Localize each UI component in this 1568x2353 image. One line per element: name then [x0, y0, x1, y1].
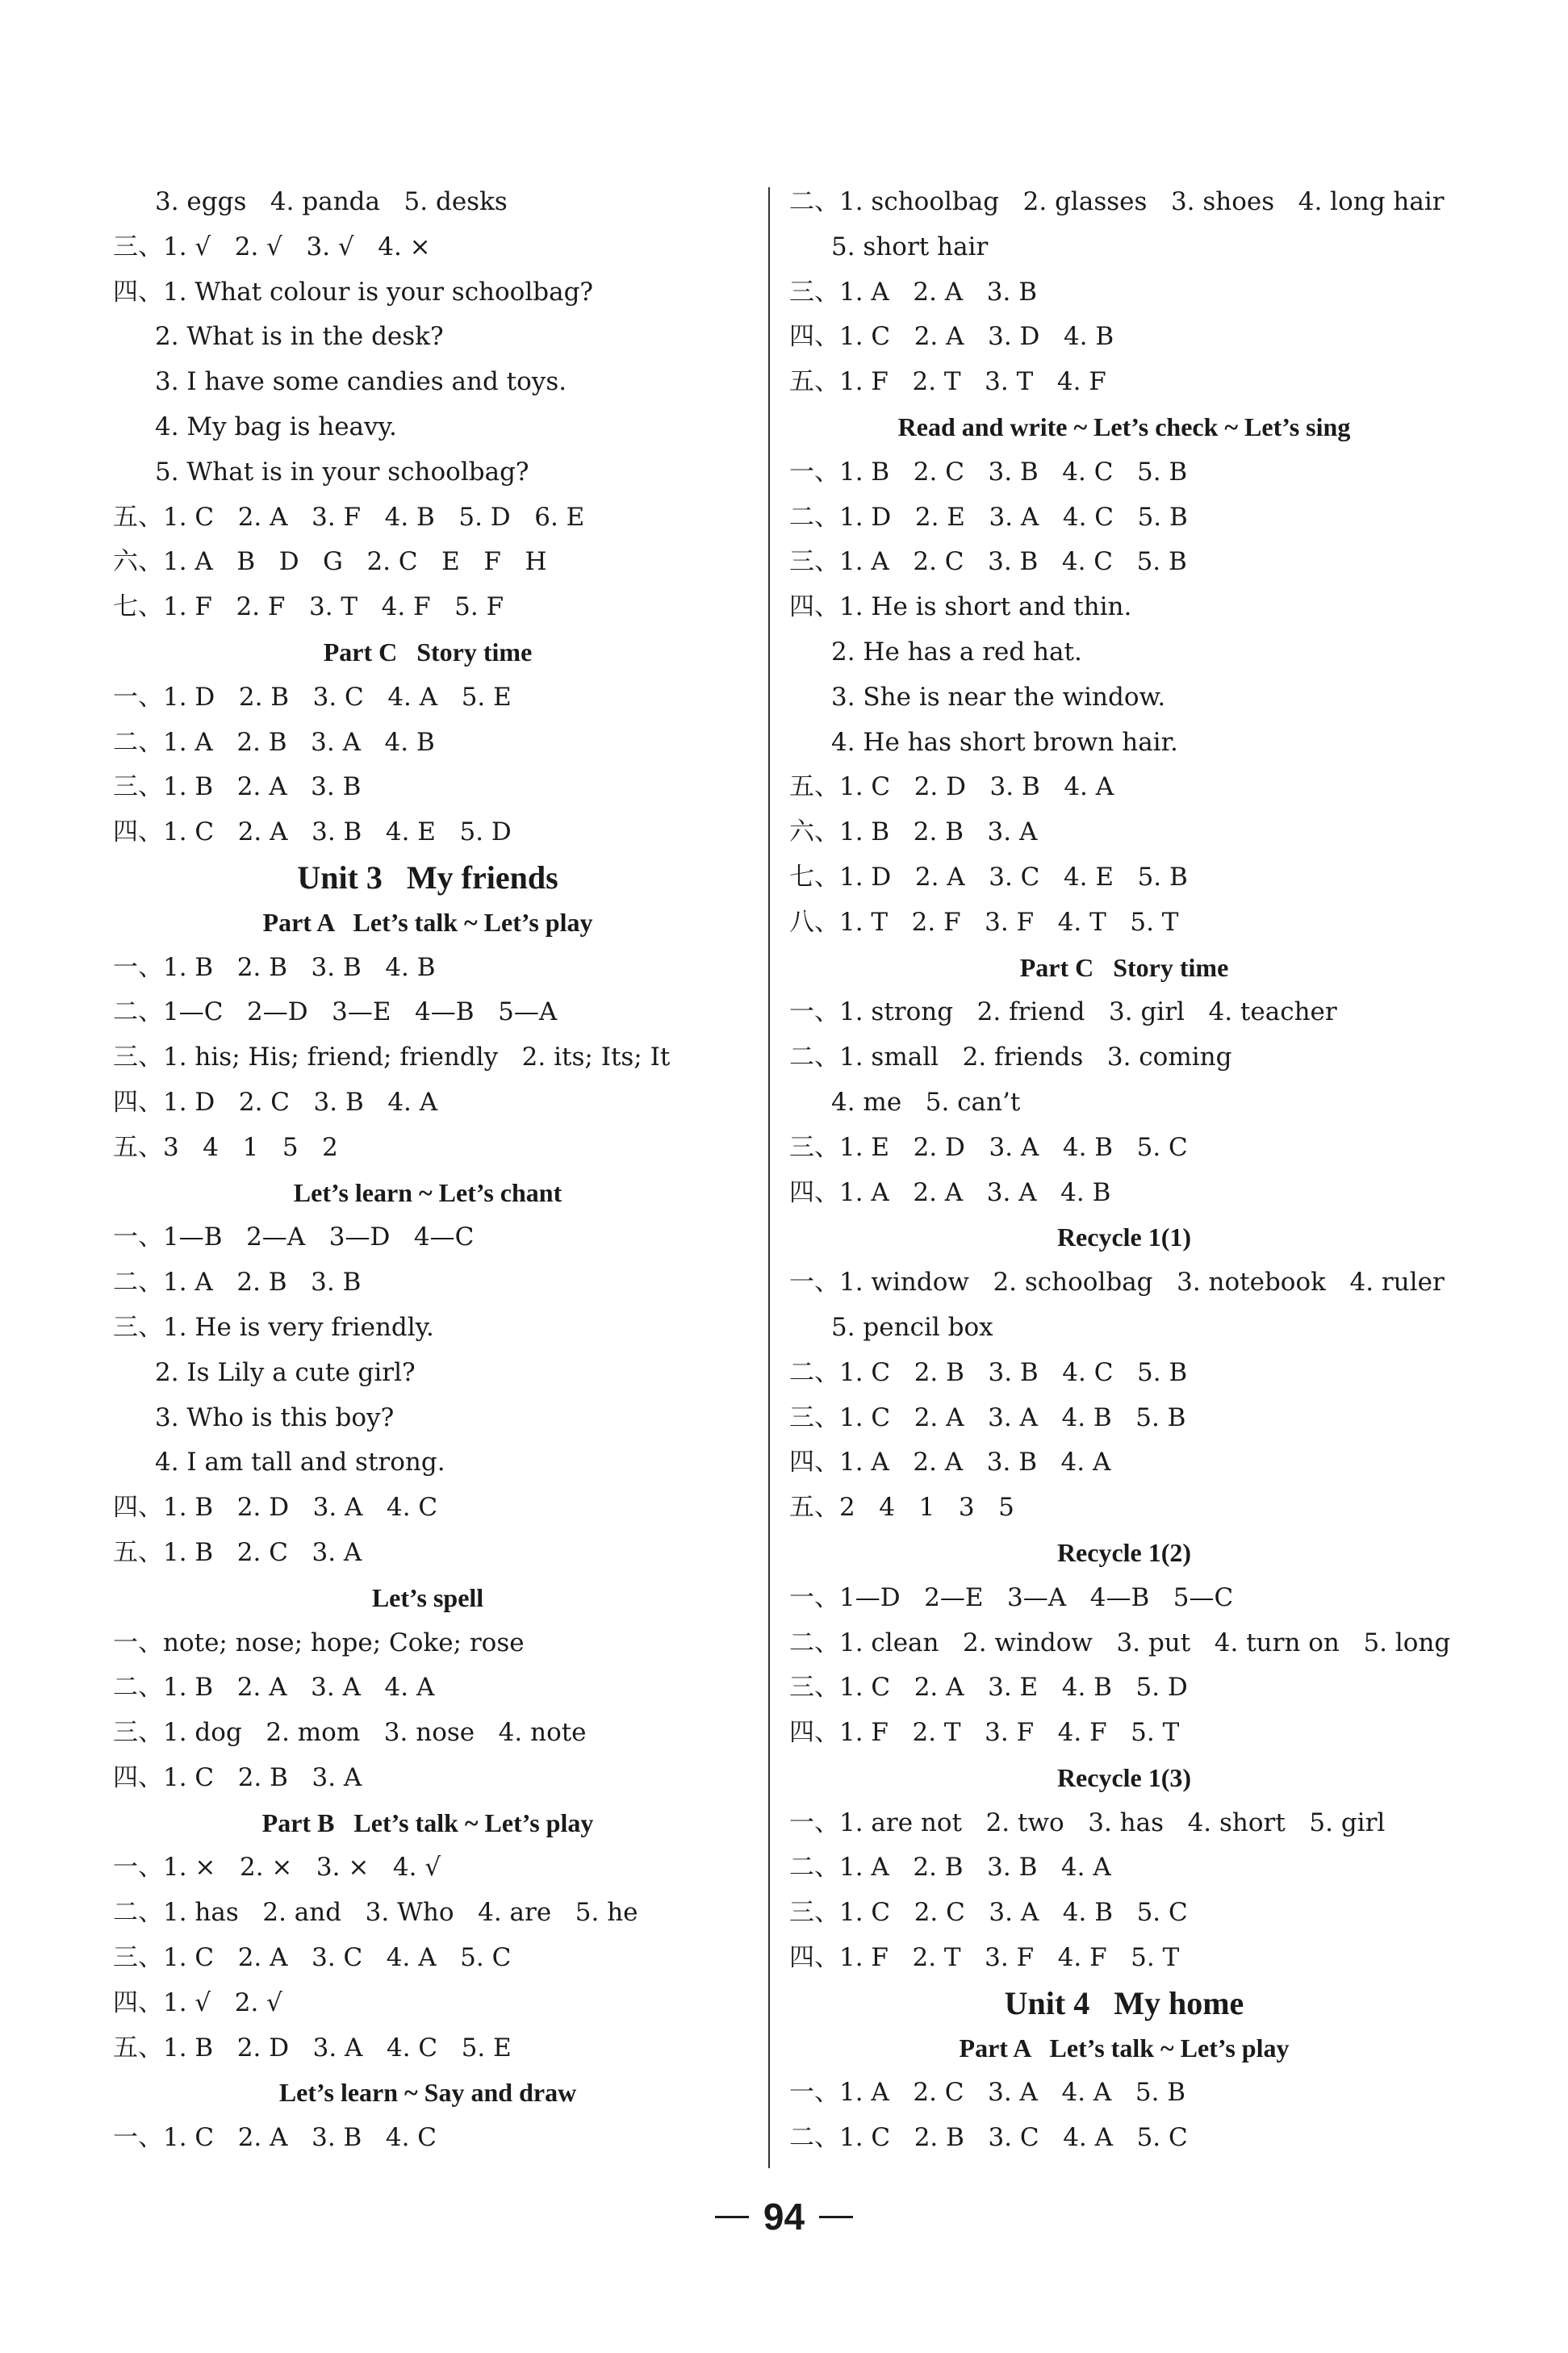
- answer-line: 四、1. He is short and thin.: [789, 592, 1132, 622]
- right-column: [789, 180, 1459, 2161]
- answer-line: 二、1. schoolbag 2. glasses 3. shoes 4. long hair: [789, 187, 1445, 216]
- footer-dash-left: [715, 2216, 749, 2218]
- answer-line: 三、1. C 2. A 3. A 4. B 5. B: [789, 1402, 1186, 1432]
- section-heading: Let’s learn ~ Let’s chant: [293, 1177, 562, 1207]
- answer-line: 六、1. B 2. B 3. A: [789, 817, 1038, 847]
- answer-line: 二、1. B 2. A 3. A 4. A: [113, 1673, 435, 1703]
- answer-line: 一、1. window 2. schoolbag 3. notebook 4. ruler: [789, 1268, 1445, 1298]
- answer-line: 三、1. E 2. D 3. A 4. B 5. C: [789, 1132, 1188, 1162]
- answer-line: 三、1. C 2. A 3. C 4. A 5. C: [113, 1943, 512, 1973]
- answer-line: 一、1. × 2. × 3. × 4. √: [113, 1853, 441, 1883]
- answer-line: 四、1. D 2. C 3. B 4. A: [113, 1087, 438, 1117]
- answer-line: 四、1. What colour is your schoolbag?: [113, 277, 594, 307]
- answer-line: 三、1. dog 2. mom 3. nose 4. note: [113, 1718, 587, 1748]
- answer-line: 八、1. T 2. F 3. F 4. T 5. T: [789, 907, 1179, 937]
- answer-line: 一、1—D 2—E 3—A 4—B 5—C: [789, 1582, 1234, 1612]
- answer-line: 二、1. A 2. B 3. B 4. A: [789, 1853, 1111, 1883]
- answer-line: 一、1. B 2. C 3. B 4. C 5. B: [789, 457, 1188, 487]
- answer-line: 一、1. C 2. A 3. B 4. C: [113, 2123, 437, 2153]
- answer-line: 三、1. √ 2. √ 3. √ 4. ×: [113, 232, 431, 261]
- answer-line: 4. He has short brown hair.: [831, 727, 1178, 757]
- answer-line: 五、1. C 2. A 3. F 4. B 5. D 6. E: [113, 502, 585, 532]
- answer-line: 一、1. are not 2. two 3. has 4. short 5. girl: [789, 1808, 1386, 1837]
- page-footer: [0, 2195, 1568, 2238]
- answer-line: 三、1. He is very friendly.: [113, 1312, 434, 1342]
- answer-line: 四、1. F 2. T 3. F 4. F 5. T: [789, 1943, 1180, 1973]
- unit-title: Unit 4 My home: [1004, 1984, 1244, 2021]
- answer-line: 六、1. A B D G 2. C E F H: [113, 547, 547, 577]
- section-heading: Part A Let’s talk ~ Let’s play: [262, 907, 593, 937]
- answer-line: 二、1. C 2. B 3. B 4. C 5. B: [789, 1357, 1188, 1387]
- section-heading: Part A Let’s talk ~ Let’s play: [959, 2033, 1290, 2063]
- answer-line: 2. He has a red hat.: [831, 637, 1082, 667]
- answer-line: 5. What is in your schoolbag?: [155, 457, 529, 487]
- answer-line: 3. eggs 4. panda 5. desks: [155, 187, 508, 216]
- left-column: [113, 180, 742, 2161]
- answer-line: 二、1. clean 2. window 3. put 4. turn on 5. long: [789, 1628, 1451, 1657]
- answer-line: 3. I have some candies and toys.: [155, 367, 567, 397]
- answer-line: 五、1. C 2. D 3. B 4. A: [789, 772, 1114, 802]
- answer-line: 三、1. his; His; friend; friendly 2. its; Its; It: [113, 1043, 671, 1072]
- answer-line: 二、1. A 2. B 3. A 4. B: [113, 727, 435, 757]
- section-heading: Part C Story time: [323, 637, 533, 667]
- footer-dash-right: [819, 2216, 853, 2218]
- answer-line: 三、1. A 2. C 3. B 4. C 5. B: [789, 547, 1187, 577]
- answer-line: 一、1. strong 2. friend 3. girl 4. teacher: [789, 997, 1337, 1027]
- answer-line: 三、1. A 2. A 3. B: [789, 277, 1037, 307]
- answer-line: 二、1. D 2. E 3. A 4. C 5. B: [789, 502, 1188, 532]
- answer-line: 七、1. D 2. A 3. C 4. E 5. B: [789, 862, 1188, 892]
- answer-line: 3. She is near the window.: [831, 682, 1166, 712]
- answer-line: 二、1—C 2—D 3—E 4—B 5—A: [113, 997, 558, 1027]
- answer-line: 四、1. A 2. A 3. B 4. A: [789, 1448, 1111, 1477]
- answer-line: 四、1. B 2. D 3. A 4. C: [113, 1493, 438, 1523]
- answer-line: 二、1. small 2. friends 3. coming: [789, 1043, 1232, 1072]
- answer-line: 一、note; nose; hope; Coke; rose: [113, 1628, 525, 1657]
- answer-line: 5. short hair: [831, 232, 989, 261]
- page-number: 94: [763, 2196, 805, 2238]
- answer-line: 三、1. C 2. C 3. A 4. B 5. C: [789, 1898, 1188, 1928]
- section-heading: Let’s spell: [371, 1582, 484, 1612]
- answer-line: 一、1. A 2. C 3. A 4. A 5. B: [789, 2078, 1186, 2108]
- answer-line: 3. Who is this boy?: [155, 1402, 395, 1432]
- answer-line: 四、1. C 2. A 3. D 4. B: [789, 322, 1114, 352]
- answer-line: 五、2 4 1 3 5: [789, 1493, 1014, 1523]
- answer-line: 5. pencil box: [831, 1312, 993, 1342]
- section-heading: Read and write ~ Let’s check ~ Let’s sing: [897, 412, 1351, 441]
- answer-line: 三、1. C 2. A 3. E 4. B 5. D: [789, 1673, 1188, 1703]
- answer-line: 三、1. B 2. A 3. B: [113, 772, 362, 802]
- section-heading: Recycle 1(1): [1056, 1222, 1192, 1252]
- answer-line: 4. me 5. can’t: [831, 1087, 1021, 1117]
- answer-line: 五、1. B 2. D 3. A 4. C 5. E: [113, 2033, 512, 2063]
- section-heading: Recycle 1(3): [1056, 1762, 1192, 1792]
- answer-line: 4. My bag is heavy.: [155, 412, 397, 441]
- section-heading: Recycle 1(2): [1056, 1537, 1192, 1567]
- answer-line: 四、1. F 2. T 3. F 4. F 5. T: [789, 1718, 1180, 1748]
- column-divider: [768, 187, 770, 2168]
- answer-line: 2. Is Lily a cute girl?: [155, 1357, 416, 1387]
- answer-line: 二、1. A 2. B 3. B: [113, 1268, 362, 1298]
- answer-line: 一、1. B 2. B 3. B 4. B: [113, 952, 436, 982]
- answer-line: 一、1—B 2—A 3—D 4—C: [113, 1222, 475, 1252]
- answer-line: 五、1. F 2. T 3. T 4. F: [789, 367, 1106, 397]
- unit-title: Unit 3 My friends: [297, 859, 558, 896]
- answer-line: 四、1. A 2. A 3. A 4. B: [789, 1177, 1111, 1207]
- answer-line: 二、1. C 2. B 3. C 4. A 5. C: [789, 2123, 1188, 2153]
- section-heading: Part C Story time: [1019, 952, 1229, 982]
- answer-line: 七、1. F 2. F 3. T 4. F 5. F: [113, 592, 504, 622]
- answer-line: 五、3 4 1 5 2: [113, 1132, 338, 1162]
- answer-line: 2. What is in the desk?: [155, 322, 444, 352]
- answer-line: 二、1. has 2. and 3. Who 4. are 5. he: [113, 1898, 638, 1928]
- answer-line: 四、1. C 2. A 3. B 4. E 5. D: [113, 817, 512, 847]
- answer-line: 四、1. C 2. B 3. A: [113, 1762, 362, 1792]
- answer-line: 4. I am tall and strong.: [155, 1448, 445, 1477]
- section-heading: Let’s learn ~ Say and draw: [278, 2078, 577, 2108]
- answer-line: 四、1. √ 2. √: [113, 1987, 282, 2017]
- answer-line: 一、1. D 2. B 3. C 4. A 5. E: [113, 682, 512, 712]
- section-heading: Part B Let’s talk ~ Let’s play: [261, 1808, 594, 1837]
- answer-line: 五、1. B 2. C 3. A: [113, 1537, 362, 1567]
